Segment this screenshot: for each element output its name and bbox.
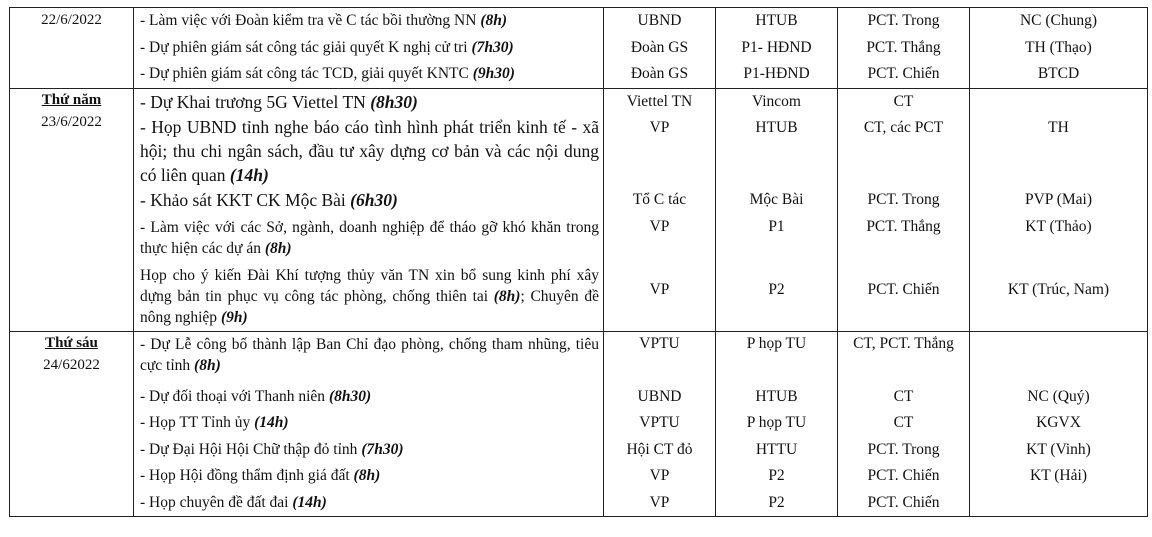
lead-text: CT	[893, 92, 914, 110]
place-text: P họp TU	[746, 414, 807, 431]
lead-cell	[838, 8, 970, 89]
task-item: - Dự Đại Hội Hội Chữ thập đỏ tỉnh (7h30)	[140, 440, 404, 458]
day-name: Thứ sáu	[45, 334, 98, 351]
day-date: 23/6/2022	[41, 113, 102, 130]
place-cell	[716, 331, 838, 517]
lead-text: CT, các PCT	[863, 118, 944, 136]
unit-text: UBND	[637, 12, 682, 29]
place-text: P1- HĐND	[741, 38, 812, 56]
lead-text: PCT. Chiến	[867, 65, 940, 82]
prep-text: KT (Thảo)	[1025, 217, 1092, 235]
place-text: P họp TU	[746, 334, 807, 352]
unit-text: VP	[649, 280, 670, 298]
task-item: - Dự Khai trương 5G Viettel TN (8h30)	[140, 91, 418, 112]
day-name: Thứ năm	[41, 91, 102, 108]
lead-text: CT	[893, 414, 914, 431]
day-cell	[10, 331, 134, 517]
place-cell	[716, 88, 838, 331]
unit-text: Đoàn GS	[630, 65, 689, 82]
place-text: P2	[768, 280, 785, 298]
task-item: - Làm việc với các Sở, ngành, doanh nghiệp để tháo gỡ khó khăn trong thực hiện các dự án (8h)	[140, 218, 599, 257]
place-text: P2	[768, 467, 785, 484]
day-cell	[10, 88, 134, 331]
schedule-table	[9, 7, 1148, 517]
lead-text: PCT. Thắng	[866, 217, 941, 235]
day-row-24-6	[10, 331, 1148, 517]
unit-text: Hội CT đỏ	[626, 440, 693, 458]
place-text: Mộc Bài	[749, 190, 804, 208]
place-text: P1-HĐND	[743, 65, 810, 82]
place-text: P1	[768, 217, 785, 235]
prep-text: KT (Hải)	[1030, 467, 1087, 484]
task-item: - Họp Hội đồng thẩm định giá đất (8h)	[140, 467, 381, 484]
unit-text: Viettel TN	[626, 92, 693, 110]
place-cell	[716, 8, 838, 89]
unit-text: Tổ C tác	[632, 190, 687, 208]
place-text: HTUB	[755, 12, 798, 29]
lead-text: PCT. Trong	[867, 12, 940, 29]
place-text: P2	[768, 493, 785, 511]
day-date: 24/62022	[43, 356, 100, 373]
lead-text: PCT. Chiến	[867, 467, 940, 484]
lead-text: PCT. Chiến	[867, 280, 940, 298]
day-row-23-6	[10, 88, 1148, 331]
task-item: - Dự phiên giám sát công tác giải quyết K nghị cử tri (7h30)	[140, 38, 514, 56]
task-item: - Làm việc với Đoàn kiểm tra về C tác bồi thường NN (8h)	[140, 12, 508, 29]
lead-cell	[838, 331, 970, 517]
prep-text: KT (Trúc, Nam)	[1007, 280, 1110, 298]
unit-cell	[604, 331, 716, 517]
lead-text: PCT. Trong	[867, 440, 940, 458]
unit-text: VP	[649, 493, 670, 511]
prep-text: KGVX	[1036, 414, 1081, 431]
prep-cell	[970, 331, 1148, 517]
lead-text: CT	[893, 387, 914, 405]
day-cell	[10, 8, 134, 89]
task-item: - Họp UBND tỉnh nghe báo cáo tình hình phát triển kinh tế - xã hội; thu chi ngân sách, đầu tư xây dựng cơ bản và các nội dung có liên quan (14h)	[140, 116, 599, 185]
prep-text: NC (Quý)	[1027, 387, 1090, 405]
prep-text: BTCD	[1037, 65, 1080, 82]
lead-text: CT, PCT. Thắng	[853, 334, 954, 352]
unit-text: Đoàn GS	[630, 38, 689, 56]
task-item: - Khảo sát KKT CK Mộc Bài (6h30)	[140, 189, 398, 210]
task-cell	[134, 88, 604, 331]
lead-text: PCT. Thắng	[866, 38, 941, 56]
prep-text: TH (Thạo)	[1025, 38, 1092, 56]
place-text: Vincom	[751, 92, 801, 110]
task-item: - Họp TT Tỉnh ủy (14h)	[140, 414, 289, 431]
place-text: HTUB	[755, 118, 798, 136]
unit-text: VPTU	[639, 414, 680, 431]
task-cell	[134, 8, 604, 89]
prep-cell	[970, 88, 1148, 331]
place-text: HTTU	[755, 440, 798, 458]
prep-text	[970, 89, 1147, 115]
lead-text: PCT. Trong	[867, 190, 940, 208]
unit-text: VP	[649, 118, 670, 136]
unit-cell	[604, 88, 716, 331]
prep-text	[970, 332, 1147, 384]
prep-text: KT (Vinh)	[1026, 440, 1091, 458]
task-item: - Họp chuyên đề đất đai (14h)	[140, 493, 327, 511]
unit-cell	[604, 8, 716, 89]
place-text: HTUB	[755, 387, 798, 405]
unit-text: VP	[649, 467, 670, 484]
task-item: - Dự phiên giám sát công tác TCD, giải quyết KNTC (9h30)	[140, 65, 515, 82]
prep-text: NC (Chung)	[1019, 12, 1098, 29]
day-date: 22/6/2022	[41, 12, 102, 28]
unit-text: UBND	[637, 387, 682, 405]
day-row-22-6	[10, 8, 1148, 89]
prep-text	[970, 490, 1147, 517]
unit-text: VP	[649, 217, 670, 235]
task-item: - Dự Lễ công bố thành lập Ban Chỉ đạo phòng, chống tham nhũng, tiêu cực tỉnh (8h)	[140, 335, 599, 374]
prep-cell	[970, 8, 1148, 89]
prep-text: PVP (Mai)	[1024, 190, 1093, 208]
unit-text: VPTU	[639, 334, 680, 352]
prep-text: TH	[1048, 118, 1069, 136]
task-item: - Dự đối thoại với Thanh niên (8h30)	[140, 387, 372, 405]
task-item: Họp cho ý kiến Đài Khí tượng thủy văn TN xin bổ sung kinh phí xây dựng bản tin phục vụ công tác phòng, chống thiên tai (8h); Chuyên đề nông nghiệp (9h)	[140, 266, 599, 326]
lead-cell	[838, 88, 970, 331]
lead-text: PCT. Chiến	[867, 493, 940, 511]
task-cell	[134, 331, 604, 517]
